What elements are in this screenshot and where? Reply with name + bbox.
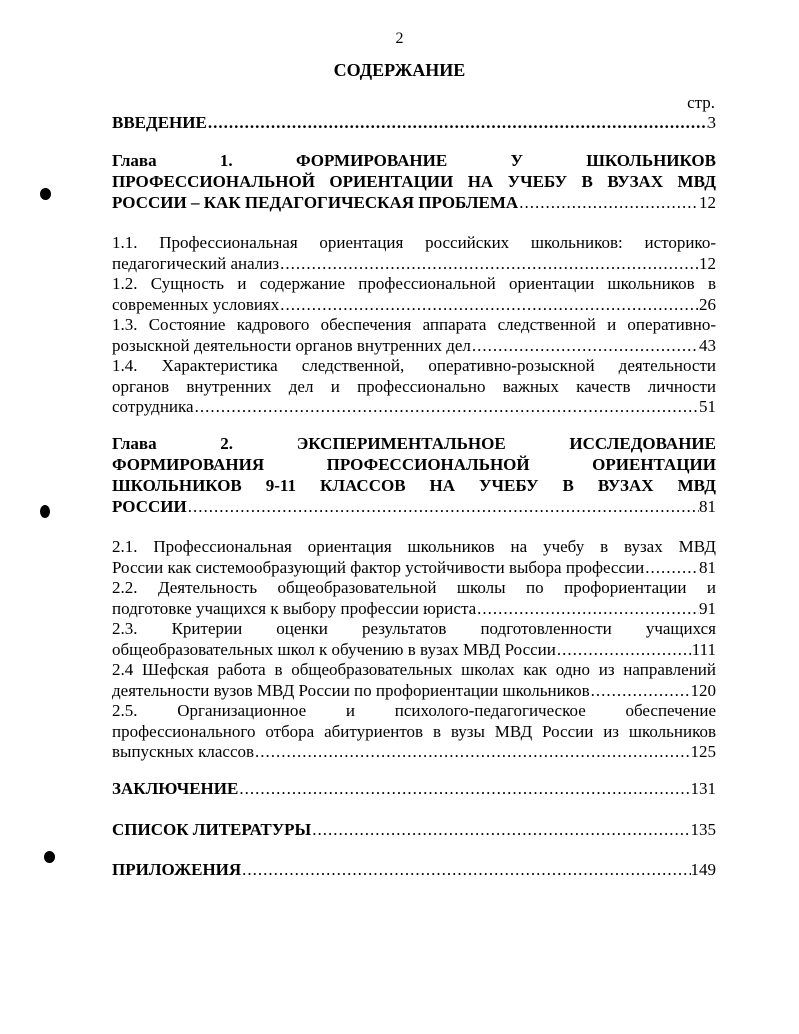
toc-section-2-3[interactable] bbox=[112, 619, 716, 660]
page-number: 2 bbox=[395, 30, 404, 47]
toc-page-number: 26 bbox=[699, 294, 716, 314]
toc-line: ШКОЛЬНИКОВ 9-11 КЛАССОВ НА УЧЕБУ В ВУЗАХ МВД bbox=[112, 476, 716, 495]
binding-hole-mark bbox=[40, 188, 51, 200]
toc-page-number: 125 bbox=[690, 742, 716, 761]
toc-entry-text: РОССИИ bbox=[112, 497, 187, 516]
toc-section-1-2[interactable] bbox=[112, 274, 716, 315]
toc-line: ФОРМИРОВАНИЯ ПРОФЕССИОНАЛЬНОЙ ОРИЕНТАЦИИ bbox=[112, 455, 716, 474]
toc-chapter-2[interactable] bbox=[112, 433, 716, 517]
toc-entry-text: России как системообразующий фактор устойчивости выбора профессии bbox=[112, 557, 645, 577]
toc-entry-text: педагогический анализ bbox=[112, 253, 280, 273]
toc-page-number: 131 bbox=[690, 779, 716, 798]
toc-sections-chapter-2 bbox=[112, 537, 716, 763]
toc-entry-references[interactable] bbox=[112, 820, 716, 841]
toc-page-number: 81 bbox=[699, 497, 716, 516]
toc-sections-chapter-1 bbox=[112, 233, 716, 418]
leader-dots bbox=[311, 820, 690, 841]
toc-page-number: 43 bbox=[699, 335, 716, 355]
toc-entry-text: ПРИЛОЖЕНИЯ bbox=[112, 860, 242, 879]
toc-section-2-2[interactable] bbox=[112, 578, 716, 619]
toc-entry-text: деятельности вузов МВД России по профориентации школьников bbox=[112, 680, 590, 700]
toc-entry-text: розыскной деятельности органов внутренних дел bbox=[112, 335, 471, 355]
toc-entry-text: ЗАКЛЮЧЕНИЕ bbox=[112, 779, 239, 798]
toc-line: 2.3. Критерии оценки результатов подготовленности учащихся bbox=[112, 619, 716, 638]
toc-line: 2.1. Профессиональная ориентация школьников на учебу в вузах МВД bbox=[112, 537, 716, 556]
toc-line: 1.1. Профессиональная ориентация российских школьников: историко- bbox=[112, 233, 716, 252]
toc-line: профессионального отбора абитуриентов в вузы МВД России из школьников bbox=[112, 721, 716, 741]
toc-page-number: 12 bbox=[699, 193, 716, 212]
toc-entry-text: современных условиях bbox=[112, 294, 280, 314]
leader-dots bbox=[590, 681, 691, 702]
leader-dots bbox=[241, 860, 690, 881]
toc-line: 2.5. Организационное и психолого-педагогическое обеспечение bbox=[112, 701, 716, 720]
toc-entry-text: выпускных классов bbox=[112, 742, 255, 761]
leader-dots bbox=[476, 599, 699, 620]
toc-section-1-4[interactable] bbox=[112, 356, 716, 418]
leader-dots bbox=[279, 254, 699, 275]
toc-page-number: 91 bbox=[699, 598, 716, 618]
toc-line: 2.2. Деятельность общеобразовательной школы по профориентации и bbox=[112, 578, 716, 597]
page-title: СОДЕРЖАНИЕ bbox=[333, 60, 466, 80]
toc-line: 1.3. Состояние кадрового обеспечения аппарата следственной и оперативно- bbox=[112, 315, 716, 334]
toc-page-number: 51 bbox=[699, 397, 716, 416]
toc-page-number: 135 bbox=[690, 820, 716, 839]
toc-chapter-1[interactable] bbox=[112, 150, 716, 213]
toc-page-number: 81 bbox=[699, 557, 716, 577]
toc-line: Глава 2. ЭКСПЕРИМЕНТАЛЬНОЕ ИССЛЕДОВАНИЕ bbox=[112, 434, 716, 453]
toc-entry-text: СПИСОК ЛИТЕРАТУРЫ bbox=[112, 820, 312, 839]
toc-entry-conclusion[interactable] bbox=[112, 779, 716, 800]
leader-dots bbox=[207, 113, 708, 134]
toc-page-number: 111 bbox=[691, 639, 716, 659]
leader-dots bbox=[187, 496, 699, 517]
leader-dots bbox=[194, 397, 699, 418]
toc-section-2-4[interactable] bbox=[112, 660, 716, 701]
binding-hole-mark bbox=[40, 505, 50, 518]
leader-dots bbox=[556, 640, 692, 661]
toc-page-number: 149 bbox=[690, 860, 716, 879]
toc-line: 2.4 Шефская работа в общеобразовательных школах как одно из направлений bbox=[112, 660, 716, 679]
leader-dots bbox=[279, 295, 699, 316]
toc-page-number: 3 bbox=[707, 113, 716, 132]
toc-line: Глава 1. ФОРМИРОВАНИЕ У ШКОЛЬНИКОВ bbox=[112, 151, 716, 170]
toc-page-number: 12 bbox=[699, 253, 716, 273]
toc-page-number: 120 bbox=[690, 680, 716, 700]
toc-entry-text: общеобразовательных школ к обучению в вузах МВД России bbox=[112, 639, 556, 659]
leader-dots bbox=[644, 558, 699, 579]
leader-dots bbox=[254, 742, 690, 763]
toc-entry-text: подготовке учащихся к выбору профессии юриста bbox=[112, 598, 477, 618]
toc-line: ПРОФЕССИОНАЛЬНОЙ ОРИЕНТАЦИИ НА УЧЕБУ В ВУЗАХ МВД bbox=[112, 172, 716, 191]
toc-entry-text: сотрудника bbox=[112, 397, 194, 416]
toc-line: 1.2. Сущность и содержание профессиональной ориентации школьников в bbox=[112, 274, 716, 293]
binding-hole-mark bbox=[44, 851, 55, 863]
toc-section-1-3[interactable] bbox=[112, 315, 716, 356]
toc-line: 1.4. Характеристика следственной, оперативно-розыскной деятельности bbox=[112, 356, 716, 375]
toc-entry-text: ВВЕДЕНИЕ bbox=[112, 113, 207, 132]
toc-section-2-1[interactable] bbox=[112, 537, 716, 578]
toc-entry-text: РОССИИ – КАК ПЕДАГОГИЧЕСКАЯ ПРОБЛЕМА bbox=[112, 193, 519, 212]
leader-dots bbox=[518, 192, 699, 213]
toc-entry-intro[interactable] bbox=[112, 113, 716, 134]
toc-entry-appendices[interactable] bbox=[112, 860, 716, 881]
leader-dots bbox=[471, 336, 699, 357]
leader-dots bbox=[238, 779, 690, 800]
toc-line: органов внутренних дел и профессионально важных качеств личности bbox=[112, 376, 716, 396]
page-column-label: стр. bbox=[687, 93, 715, 112]
toc-section-1-1[interactable] bbox=[112, 233, 716, 274]
toc-section-2-5[interactable] bbox=[112, 701, 716, 763]
